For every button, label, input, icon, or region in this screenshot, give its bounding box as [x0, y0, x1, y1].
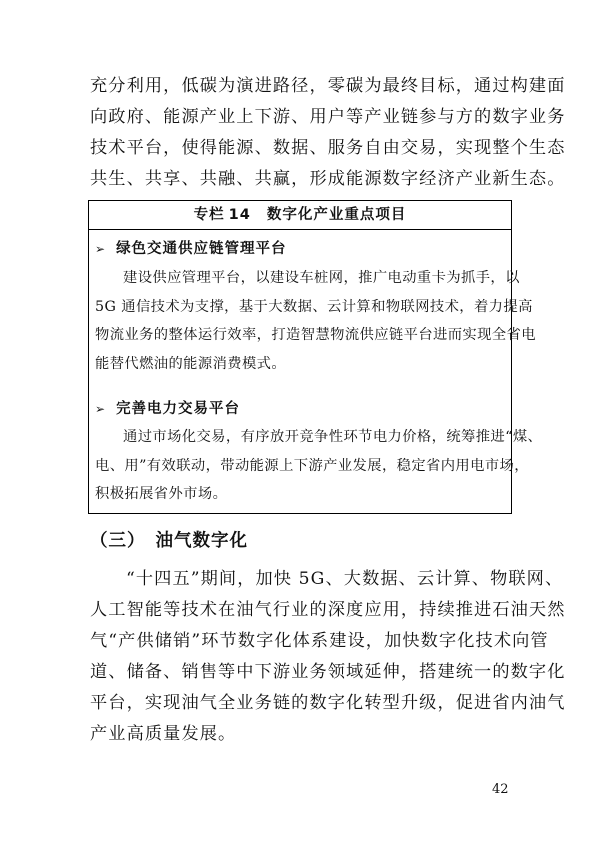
item-heading-power-trading: [95, 397, 240, 418]
text-line: 气“产供储销”环节数字化体系建设，加快数字化技术向管: [90, 631, 549, 651]
sidebar-box: [88, 200, 543, 514]
text-line: 能替代燃油的能源消费模式。: [95, 355, 287, 372]
text-line: 向政府、能源产业上下游、用户等产业链参与方的数字业务: [90, 107, 566, 127]
body-paragraph: [90, 564, 566, 750]
arrow-bullet-icon: ➢: [95, 242, 107, 256]
sidebar-box-heading: 数字化产业重点项目: [266, 207, 407, 223]
arrow-bullet-icon: ➢: [95, 402, 107, 416]
text-line: 平台，实现油气全业务链的数字化转型升级，促进省内油气: [90, 693, 566, 713]
item-heading-text: 绿色交通供应链管理平台: [116, 241, 287, 257]
section-heading: [90, 527, 248, 552]
text-line: 道、储备、销售等中下游业务领域延伸，搭建统一的数字化: [90, 662, 566, 682]
sidebar-box-number: 14: [228, 207, 251, 223]
text-line: 共生、共享、共融、共赢，形成能源数字经济产业新生态。: [90, 169, 566, 189]
sidebar-box-title: [89, 201, 511, 230]
text-line: 人工智能等技术在油气行业的深度应用，持续推进石油天然: [90, 600, 566, 620]
item-heading-green-transport: [95, 237, 287, 258]
intro-paragraph: [90, 71, 566, 195]
text-line: 积极拓展省外市场。: [95, 486, 228, 502]
section-title: 油气数字化: [155, 531, 248, 551]
text-line: 技术平台，使得能源、数据、服务自由交易，实现整个生态: [90, 138, 566, 158]
item-heading-text: 完善电力交易平台: [116, 401, 241, 417]
text-line: 通过市场化交易，有序放开竞争性环节电力价格，统筹推进“煤、: [123, 429, 543, 445]
text-line: 充分利用，低碳为演进路径，零碳为最终目标，通过构建面: [90, 76, 566, 96]
text-line: 5G 通信技术为支撑，基于大数据、云计算和物联网技术，着力提高: [95, 298, 533, 315]
text-line: “十四五”期间，加快 5G、大数据、云计算、物联网、: [126, 569, 564, 589]
text-line: 电、用”有效联动，带动能源上下游产业发展，稳定省内用电市场，: [95, 457, 529, 474]
item-body-power-trading: [95, 423, 543, 509]
page-number: 42: [492, 782, 509, 797]
text-line: 产业高质量发展。: [90, 724, 237, 744]
section-number: （三）: [90, 531, 146, 551]
item-body-green-transport: [95, 264, 536, 378]
sidebar-box-label: 专栏: [193, 207, 225, 223]
text-line: 建设供应管理平台，以建设车桩网，推广电动重卡为抓手，以: [123, 270, 520, 286]
text-line: 物流业务的整体运行效率，打造智慧物流供应链平台进而实现全省电: [95, 327, 536, 343]
